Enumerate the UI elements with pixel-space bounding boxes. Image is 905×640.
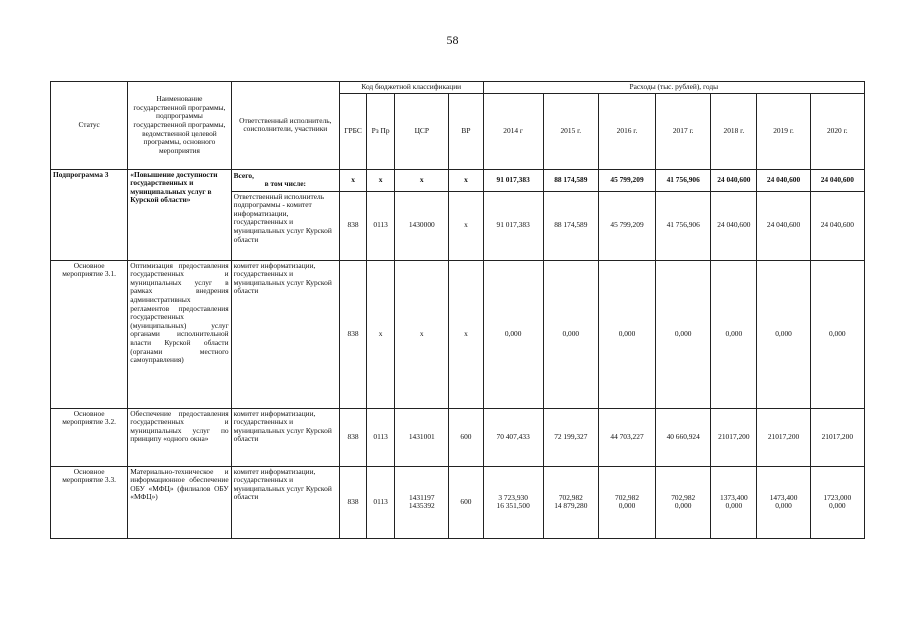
vr-cell: х — [449, 260, 483, 408]
header-vr: ВР — [449, 93, 483, 169]
rzpr-cell: х — [367, 169, 395, 191]
value-2019: 0,000 — [757, 260, 810, 408]
header-year-2017: 2017 г. — [656, 93, 711, 169]
value-2015: 72 199,327 — [543, 408, 598, 466]
value-2014: 0,000 — [483, 260, 543, 408]
value-2018: 21017,200 — [711, 408, 757, 466]
grbs-cell: 838 — [340, 466, 367, 538]
activity-executor: комитет информатизации, государственных и муниципальных услуг Курской области — [231, 260, 339, 408]
grbs-cell: 838 — [340, 408, 367, 466]
value-line: 16 351,500 — [496, 501, 530, 511]
value-line: 0,000 — [775, 501, 792, 511]
value-line: 3 723,930 — [498, 492, 528, 502]
header-rzpr: Рз Пр — [367, 93, 395, 169]
header-row-1 — [51, 82, 865, 94]
activity-executor: комитет информатизации, государственных и муниципальных услуг Курской области — [231, 466, 339, 538]
header-program-name: Наименование государственной программы, подпрограммы государственной программы, ведомственной целевой программы, основного мероприятия — [128, 82, 231, 170]
value-line: 1373,400 — [720, 492, 748, 502]
value-2020: 21017,200 — [810, 408, 864, 466]
value-line: 0,000 — [725, 501, 743, 511]
csr-cell — [395, 466, 449, 538]
value-2015 — [543, 466, 598, 538]
table-row — [51, 169, 865, 191]
activity-status: Основное мероприятие 3.3. — [51, 466, 128, 538]
header-executor: Ответственный исполнитель, соисполнители, участники — [231, 82, 339, 170]
header-grbs: ГРБС — [340, 93, 367, 169]
value-2020: 24 040,600 — [810, 169, 864, 191]
value-2017: 41 756,906 — [656, 191, 711, 260]
value-2018: 24 040,600 — [711, 169, 757, 191]
value-2019: 21017,200 — [757, 408, 810, 466]
value-2014: 91 017,383 — [483, 191, 543, 260]
csr-cell: х — [395, 260, 449, 408]
rzpr-cell: х — [367, 260, 395, 408]
value-line: 0,000 — [618, 501, 636, 511]
header-csr: ЦСР — [395, 93, 449, 169]
header-year-2018: 2018 г. — [711, 93, 757, 169]
value-2015: 88 174,589 — [543, 169, 598, 191]
grbs-cell: 838 — [340, 260, 367, 408]
vr-cell: х — [449, 191, 483, 260]
rzpr-cell: 0113 — [367, 408, 395, 466]
header-year-2019: 2019 г. — [757, 93, 810, 169]
value-2018 — [711, 466, 757, 538]
value-line: 702,982 — [558, 492, 583, 502]
value-2017 — [656, 466, 711, 538]
activity-name: Оптимизация предоставления государственных и муниципальных услуг в рамках внедрения административных регламентов предоставления государственных (муниципальных) услуг органами исполнительной власти Курской области (органами местного самоуправления) — [128, 260, 231, 408]
header-classification: Код бюджетной классификации — [340, 82, 484, 94]
activity-status: Основное мероприятие 3.2. — [51, 408, 128, 466]
value-line: 14 879,280 — [554, 501, 588, 511]
header-year-2016: 2016 г. — [598, 93, 655, 169]
total-label: Всего, — [233, 170, 254, 180]
header-year-2015: 2015 г. — [543, 93, 598, 169]
value-line: 1473,400 — [769, 492, 798, 502]
subprogram-name: «Повышение доступности государственных и муниципальных услуг в Курской области» — [128, 169, 231, 260]
value-2016: 44 703,227 — [598, 408, 655, 466]
rzpr-cell: 0113 — [367, 191, 395, 260]
value-2020: 0,000 — [810, 260, 864, 408]
grbs-cell: х — [340, 169, 367, 191]
activity-name: Обеспечение предоставления государственных и муниципальных услуг по принципу «одного окна» — [128, 408, 231, 466]
csr-cell: х — [395, 169, 449, 191]
value-2019 — [757, 466, 810, 538]
table-row — [51, 260, 865, 408]
value-2018: 24 040,600 — [711, 191, 757, 260]
value-2017: 0,000 — [656, 260, 711, 408]
csr-cell: 1431001 — [395, 408, 449, 466]
activity-name: Материально-техническое и информационное обеспечение ОБУ «МФЦ» (филиалов ОБУ «МФЦ») — [128, 466, 231, 538]
value-2019: 24 040,600 — [757, 191, 810, 260]
subprogram-total-executor — [231, 169, 339, 191]
rzpr-cell: 0113 — [367, 466, 395, 538]
value-2019: 24 040,600 — [757, 169, 810, 191]
value-line: 0,000 — [829, 501, 846, 511]
value-2017: 41 756,906 — [656, 169, 711, 191]
value-2017: 40 660,924 — [656, 408, 711, 466]
value-2015: 0,000 — [543, 260, 598, 408]
value-2016 — [598, 466, 655, 538]
vr-cell: х — [449, 169, 483, 191]
csr-line: 1435392 — [408, 501, 435, 511]
header-year-2014: 2014 г — [483, 93, 543, 169]
vr-cell: 600 — [449, 466, 483, 538]
value-2014: 70 407,433 — [483, 408, 543, 466]
value-2016: 45 799,209 — [598, 191, 655, 260]
value-2015: 88 174,589 — [543, 191, 598, 260]
table-row — [51, 408, 865, 466]
csr-cell: 1430000 — [395, 191, 449, 260]
page-number: 58 — [446, 33, 459, 47]
csr-line: 1431197 — [408, 492, 435, 502]
activity-status: Основное мероприятие 3.1. — [51, 260, 128, 408]
header-year-2020: 2020 г. — [810, 93, 864, 169]
value-line: 0,000 — [674, 501, 692, 511]
header-status: Статус — [51, 82, 128, 170]
vr-cell: 600 — [449, 408, 483, 466]
value-2020: 24 040,600 — [810, 191, 864, 260]
value-line: 702,982 — [671, 492, 696, 502]
value-2014: 91 017,383 — [483, 169, 543, 191]
activity-executor: комитет информатизации, государственных и муниципальных услуг Курской области — [231, 408, 339, 466]
subprogram-executor: Ответственный исполнитель подпрограммы - комитет информатизации, государственных и муниципальных услуг Курской области — [231, 191, 339, 260]
budget-table — [50, 81, 865, 539]
table-row — [51, 466, 865, 538]
including-label: в том числе: — [264, 179, 307, 189]
subprogram-status: Подпрограмма 3 — [51, 169, 128, 260]
header-expenses: Расходы (тыс. рублей), годы — [483, 82, 864, 94]
grbs-cell: 838 — [340, 191, 367, 260]
value-2020 — [810, 466, 864, 538]
value-2016: 0,000 — [598, 260, 655, 408]
value-line: 702,982 — [615, 492, 640, 502]
value-2014 — [483, 466, 543, 538]
value-2016: 45 799,209 — [598, 169, 655, 191]
value-line: 1723,000 — [823, 492, 852, 502]
value-2018: 0,000 — [711, 260, 757, 408]
